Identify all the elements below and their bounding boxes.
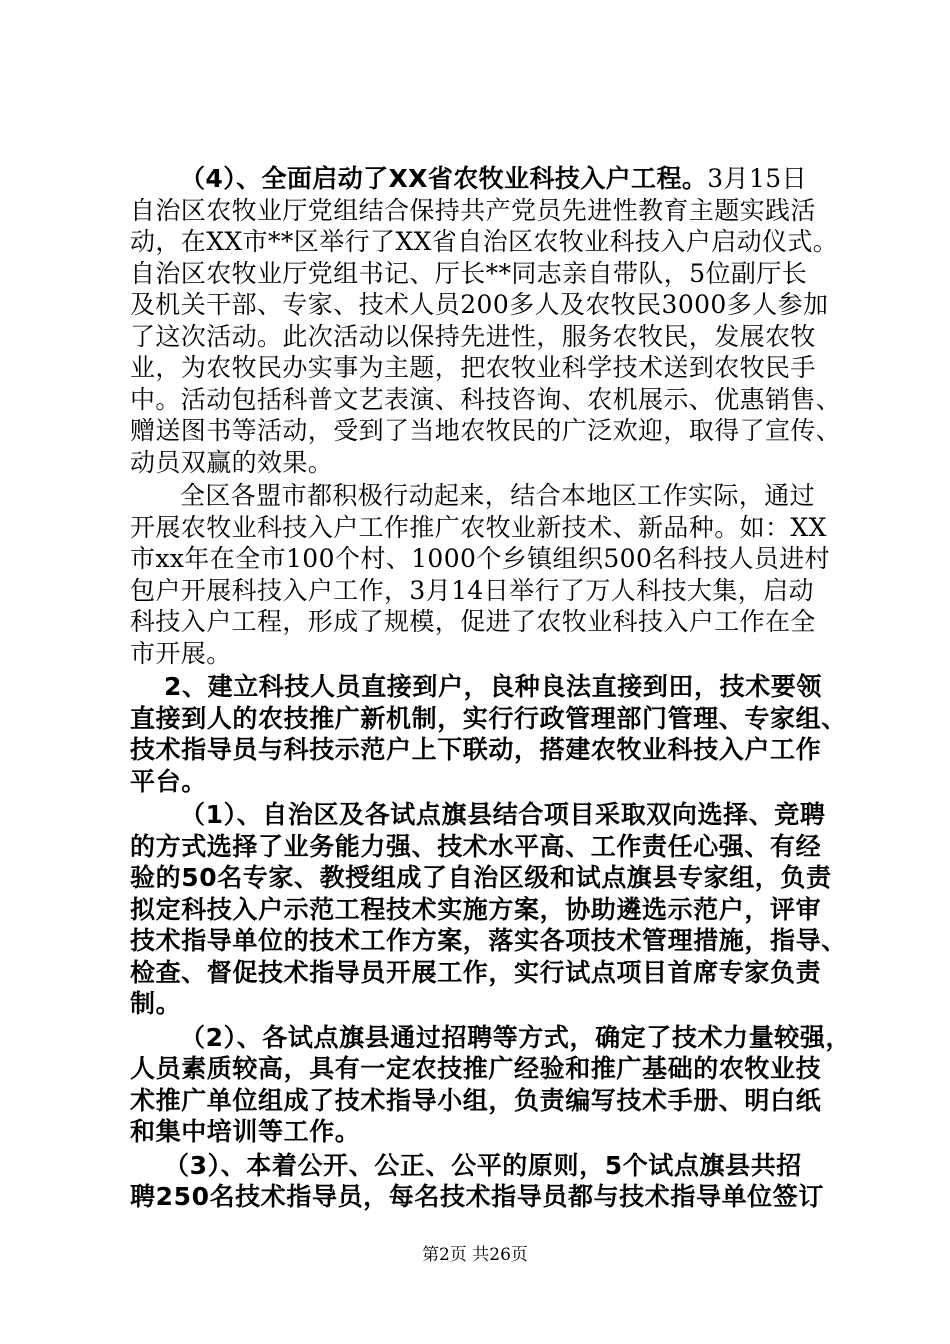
paragraph-2-line: 市开展。 bbox=[130, 638, 232, 668]
paragraph-5 bbox=[130, 1022, 852, 1148]
paragraph-6-line: 聘250名技术指导员，每名技术指导员都与技术指导单位签订 bbox=[130, 1182, 824, 1211]
paragraph-4-line: 制。 bbox=[130, 989, 182, 1018]
paragraph-2-line: 全区各盟市都积极行动起来，结合本地区工作实际，通过 bbox=[180, 481, 816, 510]
paragraph-4-line: 技术指导单位的技术工作方案，落实各项技术管理措施，指导、 bbox=[130, 926, 847, 955]
paragraph-2-line: 市xx年在全市100个村、1000个乡镇组织500名科技人员进村 bbox=[130, 544, 831, 573]
paragraph-4-line: 拟定科技入户示范工程技术实施方案，协助遴选示范户，评审 bbox=[130, 894, 822, 924]
paragraph-2 bbox=[130, 480, 831, 669]
paragraph-2-line: 开展农牧业科技入户工作推广农牧业新技术、新品种。如：XX bbox=[130, 512, 827, 542]
paragraph-4-line: （1）、自治区及各试点旗县结合项目采取双向选择、竞聘 bbox=[180, 800, 826, 829]
page-number-label: 第2页 共26页 bbox=[422, 1245, 528, 1265]
document-body bbox=[130, 163, 852, 1213]
paragraph-5-line: 和集中培训等工作。 bbox=[130, 1117, 361, 1146]
paragraph-2-line: 科技入户工程，形成了规模，促进了农牧业科技入户工作在全 bbox=[130, 607, 816, 636]
paragraph-4-line: 检查、督促技术指导员开展工作，实行试点项目首席专家负责 bbox=[130, 957, 822, 987]
paragraph-1-line bbox=[130, 163, 825, 195]
paragraph-1-line: 赠送图书等活动，受到了当地农牧民的广泛欢迎，取得了宣传、 bbox=[130, 416, 842, 445]
paragraph-5-line: （2）、各试点旗县通过招聘等方式，确定了技术力量较强， bbox=[180, 1022, 852, 1052]
paragraph-4 bbox=[130, 799, 847, 1020]
paragraph-1-line: 自治区农牧业厅党组书记、厅长**同志亲自带队，5位副厅长 bbox=[130, 258, 808, 288]
paragraph-4-line: 验的50名专家、教授组成了自治区级和试点旗县专家组，负责 bbox=[130, 863, 832, 892]
paragraph-1-line: 中。活动包括科普文艺表演、科技咨询、农机展示、优惠销售、 bbox=[130, 384, 842, 414]
page-footer bbox=[0, 1240, 950, 1265]
paragraph-6-line: （3）、本着公开、公正、公平的原则，5个试点旗县共招 bbox=[164, 1150, 802, 1180]
paragraph-1-line: 动，在XX市**区举行了XX省自治区农牧业科技入户启动仪式。 bbox=[130, 227, 839, 256]
paragraph-1-line: 了这次活动。此次活动以保持先进性，服务农牧民，发展农牧 bbox=[130, 321, 816, 351]
paragraph-2-line: 包户开展科技入户工作，3月14日举行了万人科技大集，启动 bbox=[130, 575, 814, 605]
paragraph-3-line: 技术指导员与科技示范户上下联动，搭建农牧业科技入户工作 bbox=[130, 735, 822, 764]
paragraph-1-line: 动员双赢的效果。 bbox=[130, 447, 334, 477]
paragraph-1-line: 自治区农牧业厅党组结合保持共产党员先进性教育主题实践活 bbox=[130, 195, 816, 225]
paragraph-3 bbox=[130, 671, 847, 797]
paragraph-1-line-text: 3月15日 bbox=[707, 164, 807, 193]
paragraph-1-line: 及机关干部、专家、技术人员200多人及农牧民3000多人参加 bbox=[130, 290, 829, 319]
paragraph-1 bbox=[130, 163, 842, 478]
paragraph-1-lead: （4）、全面启动了XX省农牧业科技入户工程。 bbox=[180, 164, 708, 193]
paragraph-3-line: 直接到人的农技推广新机制，实行行政管理部门管理、专家组、 bbox=[130, 703, 847, 733]
paragraph-5-line: 术推广单位组成了技术指导小组，负责编写技术手册、明白纸 bbox=[130, 1085, 822, 1115]
paragraph-3-line: 平台。 bbox=[130, 766, 207, 796]
paragraph-6 bbox=[130, 1150, 825, 1213]
paragraph-4-line: 的方式选择了业务能力强、技术水平高、工作责任心强、有经 bbox=[130, 831, 822, 861]
paragraph-5-line: 人员素质较高，具有一定农技推广经验和推广基础的农牧业技 bbox=[130, 1054, 822, 1083]
paragraph-3-line: 2、建立科技人员直接到户，良种良法直接到田，技术要领 bbox=[164, 672, 822, 701]
paragraph-1-line: 业，为农牧民办实事为主题，把农牧业科学技术送到农牧民手 bbox=[130, 353, 816, 382]
